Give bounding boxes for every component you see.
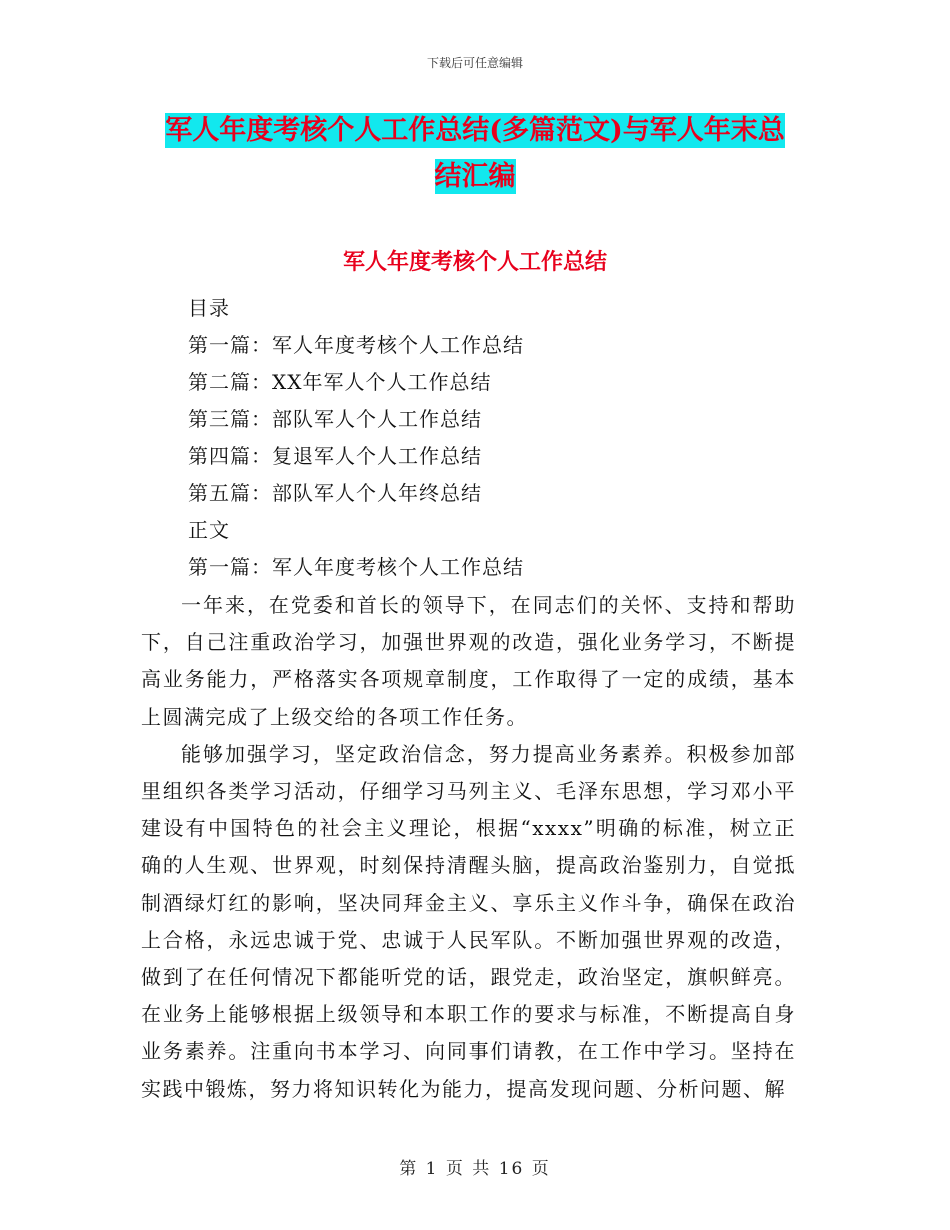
toc-item: 目录 — [188, 296, 230, 320]
body-paragraph: 一年来，在党委和首长的领导下，在同志们的关怀、支持和帮助下，自己注重政治学习，加强世界观的改造，强化业务学习，不断提高业务能力，严格落实各项规章制度，工作取得了一定的成绩，基本上圆满完成了上级交给的各项工作任务。 — [141, 593, 796, 729]
main-title-line-1: 军人年度考核个人工作总结(多篇范文)与军人年末总 — [165, 115, 785, 146]
body-paragraph: 能够加强学习，坚定政治信念，努力提高业务素养。积极参加部里组织各类学习活动，仔细学习马列主义、毛泽东思想，学习邓小平建设有中国特色的社会主义理论，根据“xxxx”明确的标准，树立正确的人生观、世界观，时刻保持清醒头脑，提高政治鉴别力，自觉抵制酒绿灯红的影响，坚决同拜金主义、享乐主义作斗争，确保在政治上合格，永远忠诚于党、忠诚于人民军队。不断加强世界观的改造，做到了在任何情况下都能听党的话，跟党走，政治坚定，旗帜鲜亮。在业务上能够根据上级领导和本职工作的要求与标准，不断提高自身业务素养。注重向书本学习、向同事们请教，在工作中学习。坚持在实践中锻炼，努力将知识转化为能力，提高发现问题、分析问题、解 — [141, 741, 796, 1101]
main-title — [150, 108, 800, 200]
toc-item: 第一篇：军人年度考核个人工作总结 — [188, 333, 524, 357]
toc-item: 第四篇：复退军人个人工作总结 — [188, 444, 482, 468]
section-title: 军人年度考核个人工作总结 — [342, 249, 607, 275]
body-text — [141, 587, 796, 1108]
header-note: 下载后可任意编辑 — [426, 56, 523, 70]
toc-item: 第一篇：军人年度考核个人工作总结 — [188, 555, 524, 579]
main-title-line-2: 结汇编 — [434, 161, 516, 192]
toc-item: 第三篇：部队军人个人工作总结 — [188, 407, 482, 431]
toc-item: 正文 — [188, 518, 230, 542]
page-footer: 第 1 页 共 16 页 — [399, 1159, 551, 1179]
table-of-contents — [188, 290, 524, 586]
toc-item: 第二篇：XX年军人个人工作总结 — [188, 370, 492, 394]
toc-item: 第五篇：部队军人个人年终总结 — [188, 481, 482, 505]
